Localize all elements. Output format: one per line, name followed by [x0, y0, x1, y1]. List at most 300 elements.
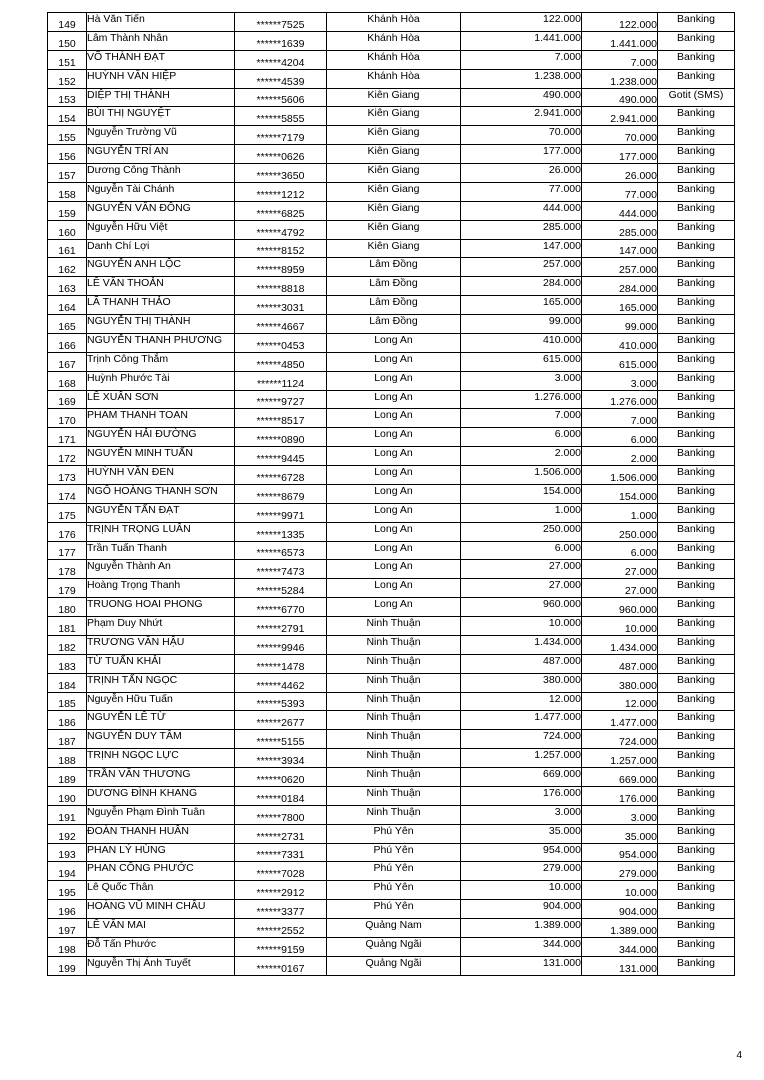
customer-name-cell: NGUYỄN DUY TÂM: [87, 730, 235, 749]
payment-channel-cell: Banking: [658, 315, 735, 334]
customer-name-cell: NGUYỄN TRÍ AN: [87, 145, 235, 164]
paid-amount-cell: 70.000: [582, 126, 658, 145]
customer-name-cell: LÊ XUÂN SƠN: [87, 390, 235, 409]
paid-amount-cell: 26.000: [582, 164, 658, 183]
amount-cell: 954.000: [461, 843, 582, 862]
province-cell: Ninh Thuận: [327, 673, 461, 692]
paid-amount-cell: 1.389.000: [582, 919, 658, 938]
customer-name-cell: DIỆP THỊ THÀNH: [87, 88, 235, 107]
paid-amount-cell: 1.276.000: [582, 390, 658, 409]
amount-cell: 26.000: [461, 164, 582, 183]
masked-account-cell: ******0453: [235, 333, 327, 352]
province-cell: Long An: [327, 579, 461, 598]
table-row: [48, 201, 735, 220]
province-cell: Long An: [327, 598, 461, 617]
masked-account-cell: ******5155: [235, 730, 327, 749]
payment-channel-cell: Banking: [658, 126, 735, 145]
paid-amount-cell: 285.000: [582, 220, 658, 239]
amount-cell: 1.441.000: [461, 31, 582, 50]
table-row: [48, 315, 735, 334]
customer-name-cell: VÕ THÀNH ĐẠT: [87, 50, 235, 69]
row-number-cell: 191: [48, 805, 87, 824]
masked-account-cell: ******0620: [235, 768, 327, 787]
row-number-cell: 182: [48, 635, 87, 654]
row-number-cell: 195: [48, 881, 87, 900]
amount-cell: 7.000: [461, 409, 582, 428]
masked-account-cell: ******3650: [235, 164, 327, 183]
province-cell: Long An: [327, 428, 461, 447]
masked-account-cell: ******5855: [235, 107, 327, 126]
row-number-cell: 177: [48, 541, 87, 560]
payment-channel-cell: Banking: [658, 277, 735, 296]
amount-cell: 3.000: [461, 805, 582, 824]
payment-channel-cell: Banking: [658, 522, 735, 541]
paid-amount-cell: 615.000: [582, 352, 658, 371]
payment-channel-cell: Banking: [658, 466, 735, 485]
table-row: [48, 956, 735, 975]
amount-cell: 380.000: [461, 673, 582, 692]
amount-cell: 99.000: [461, 315, 582, 334]
amount-cell: 1.000: [461, 503, 582, 522]
amount-cell: 27.000: [461, 579, 582, 598]
masked-account-cell: ******7525: [235, 13, 327, 32]
table-row: [48, 13, 735, 32]
paid-amount-cell: 279.000: [582, 862, 658, 881]
province-cell: Lâm Đồng: [327, 296, 461, 315]
customer-name-cell: NGUYỄN LÊ TỪ: [87, 711, 235, 730]
row-number-cell: 161: [48, 239, 87, 258]
customer-name-cell: TRUONG HOAI PHONG: [87, 598, 235, 617]
masked-account-cell: ******4462: [235, 673, 327, 692]
customer-name-cell: Dương Công Thành: [87, 164, 235, 183]
paid-amount-cell: 1.257.000: [582, 749, 658, 768]
amount-cell: 147.000: [461, 239, 582, 258]
province-cell: Lâm Đồng: [327, 258, 461, 277]
amount-cell: 35.000: [461, 824, 582, 843]
payment-channel-cell: Banking: [658, 484, 735, 503]
row-number-cell: 163: [48, 277, 87, 296]
row-number-cell: 156: [48, 145, 87, 164]
amount-cell: 6.000: [461, 428, 582, 447]
payment-channel-cell: Banking: [658, 937, 735, 956]
payment-channel-cell: Banking: [658, 881, 735, 900]
table-row: [48, 484, 735, 503]
masked-account-cell: ******3934: [235, 749, 327, 768]
table-row: [48, 277, 735, 296]
row-number-cell: 180: [48, 598, 87, 617]
paid-amount-cell: 490.000: [582, 88, 658, 107]
province-cell: Kiên Giang: [327, 182, 461, 201]
masked-account-cell: ******0184: [235, 786, 327, 805]
province-cell: Long An: [327, 390, 461, 409]
payment-channel-cell: Banking: [658, 503, 735, 522]
table-row: [48, 164, 735, 183]
amount-cell: 724.000: [461, 730, 582, 749]
table-row: [48, 239, 735, 258]
masked-account-cell: ******7800: [235, 805, 327, 824]
row-number-cell: 189: [48, 768, 87, 787]
amount-cell: 177.000: [461, 145, 582, 164]
amount-cell: 1.257.000: [461, 749, 582, 768]
customer-name-cell: LÊ VĂN THOẢN: [87, 277, 235, 296]
table-row: [48, 182, 735, 201]
payment-channel-cell: Banking: [658, 182, 735, 201]
customer-name-cell: Nguyễn Hữu Việt: [87, 220, 235, 239]
payment-channel-cell: Banking: [658, 805, 735, 824]
row-number-cell: 151: [48, 50, 87, 69]
province-cell: Long An: [327, 466, 461, 485]
table-row: [48, 711, 735, 730]
customer-name-cell: Hà Văn Tiến: [87, 13, 235, 32]
masked-account-cell: ******7179: [235, 126, 327, 145]
masked-account-cell: ******8959: [235, 258, 327, 277]
table-row: [48, 919, 735, 938]
province-cell: Phú Yên: [327, 900, 461, 919]
customer-name-cell: Hoàng Trọng Thanh: [87, 579, 235, 598]
table-row: [48, 145, 735, 164]
masked-account-cell: ******4667: [235, 315, 327, 334]
customer-name-cell: Nguyễn Tài Chánh: [87, 182, 235, 201]
row-number-cell: 181: [48, 617, 87, 636]
table-row: [48, 786, 735, 805]
row-number-cell: 162: [48, 258, 87, 277]
paid-amount-cell: 2.941.000: [582, 107, 658, 126]
paid-amount-cell: 724.000: [582, 730, 658, 749]
payment-channel-cell: Banking: [658, 239, 735, 258]
row-number-cell: 150: [48, 31, 87, 50]
paid-amount-cell: 177.000: [582, 145, 658, 164]
amount-cell: 1.238.000: [461, 69, 582, 88]
paid-amount-cell: 99.000: [582, 315, 658, 334]
masked-account-cell: ******3377: [235, 900, 327, 919]
row-number-cell: 185: [48, 692, 87, 711]
row-number-cell: 193: [48, 843, 87, 862]
customer-name-cell: PHAN LÝ HÙNG: [87, 843, 235, 862]
table-row: [48, 333, 735, 352]
table-row: [48, 673, 735, 692]
masked-account-cell: ******6770: [235, 598, 327, 617]
masked-account-cell: ******1639: [235, 31, 327, 50]
paid-amount-cell: 954.000: [582, 843, 658, 862]
amount-cell: 1.506.000: [461, 466, 582, 485]
amount-cell: 131.000: [461, 956, 582, 975]
province-cell: Long An: [327, 503, 461, 522]
paid-amount-cell: 6.000: [582, 541, 658, 560]
table-row: [48, 409, 735, 428]
paid-amount-cell: 165.000: [582, 296, 658, 315]
customer-name-cell: TRỊNH TẤN NGỌC: [87, 673, 235, 692]
customer-name-cell: Lâm Thành Nhân: [87, 31, 235, 50]
paid-amount-cell: 1.441.000: [582, 31, 658, 50]
masked-account-cell: ******2912: [235, 881, 327, 900]
table-row: [48, 937, 735, 956]
table-row: [48, 654, 735, 673]
payment-channel-cell: Banking: [658, 447, 735, 466]
amount-cell: 12.000: [461, 692, 582, 711]
payment-channel-cell: Banking: [658, 919, 735, 938]
amount-cell: 10.000: [461, 617, 582, 636]
province-cell: Ninh Thuận: [327, 768, 461, 787]
masked-account-cell: ******1212: [235, 182, 327, 201]
amount-cell: 344.000: [461, 937, 582, 956]
province-cell: Long An: [327, 409, 461, 428]
row-number-cell: 152: [48, 69, 87, 88]
masked-account-cell: ******2731: [235, 824, 327, 843]
row-number-cell: 160: [48, 220, 87, 239]
masked-account-cell: ******1478: [235, 654, 327, 673]
amount-cell: 960.000: [461, 598, 582, 617]
table-row: [48, 31, 735, 50]
amount-cell: 487.000: [461, 654, 582, 673]
province-cell: Ninh Thuận: [327, 749, 461, 768]
row-number-cell: 192: [48, 824, 87, 843]
masked-account-cell: ******4204: [235, 50, 327, 69]
province-cell: Kiên Giang: [327, 220, 461, 239]
row-number-cell: 196: [48, 900, 87, 919]
masked-account-cell: ******1335: [235, 522, 327, 541]
masked-account-cell: ******9727: [235, 390, 327, 409]
row-number-cell: 171: [48, 428, 87, 447]
amount-cell: 1.477.000: [461, 711, 582, 730]
table-row: [48, 390, 735, 409]
row-number-cell: 173: [48, 466, 87, 485]
province-cell: Kiên Giang: [327, 126, 461, 145]
payment-channel-cell: Banking: [658, 598, 735, 617]
paid-amount-cell: 3.000: [582, 371, 658, 390]
masked-account-cell: ******1124: [235, 371, 327, 390]
payment-channel-cell: Banking: [658, 711, 735, 730]
payment-channel-cell: Banking: [658, 579, 735, 598]
customer-name-cell: NGUYỄN TẤN ĐẠT: [87, 503, 235, 522]
table-row: [48, 635, 735, 654]
paid-amount-cell: 410.000: [582, 333, 658, 352]
table-row: [48, 126, 735, 145]
row-number-cell: 199: [48, 956, 87, 975]
paid-amount-cell: 380.000: [582, 673, 658, 692]
customer-name-cell: NGUYỄN MINH TUẤN: [87, 447, 235, 466]
payment-channel-cell: Banking: [658, 900, 735, 919]
amount-cell: 250.000: [461, 522, 582, 541]
table-row: [48, 579, 735, 598]
paid-amount-cell: 27.000: [582, 579, 658, 598]
amount-cell: 284.000: [461, 277, 582, 296]
amount-cell: 257.000: [461, 258, 582, 277]
paid-amount-cell: 444.000: [582, 201, 658, 220]
amount-cell: 122.000: [461, 13, 582, 32]
paid-amount-cell: 1.000: [582, 503, 658, 522]
customer-name-cell: PHAN CÔNG PHƯỚC: [87, 862, 235, 881]
province-cell: Ninh Thuận: [327, 711, 461, 730]
table-row: [48, 371, 735, 390]
row-number-cell: 187: [48, 730, 87, 749]
province-cell: Ninh Thuận: [327, 692, 461, 711]
customer-name-cell: TRỊNH TRỌNG LUÂN: [87, 522, 235, 541]
paid-amount-cell: 7.000: [582, 50, 658, 69]
row-number-cell: 166: [48, 333, 87, 352]
row-number-cell: 165: [48, 315, 87, 334]
masked-account-cell: ******7331: [235, 843, 327, 862]
province-cell: Long An: [327, 333, 461, 352]
table-row: [48, 862, 735, 881]
paid-amount-cell: 669.000: [582, 768, 658, 787]
row-number-cell: 170: [48, 409, 87, 428]
masked-account-cell: ******9159: [235, 937, 327, 956]
amount-cell: 176.000: [461, 786, 582, 805]
province-cell: Ninh Thuận: [327, 730, 461, 749]
table-row: [48, 730, 735, 749]
table-row: [48, 220, 735, 239]
amount-cell: 285.000: [461, 220, 582, 239]
payment-channel-cell: Banking: [658, 654, 735, 673]
province-cell: Kiên Giang: [327, 145, 461, 164]
payment-channel-cell: Banking: [658, 428, 735, 447]
customer-name-cell: Đỗ Tấn Phước: [87, 937, 235, 956]
customer-name-cell: LÊ VĂN MAI: [87, 919, 235, 938]
masked-account-cell: ******6728: [235, 466, 327, 485]
paid-amount-cell: 6.000: [582, 428, 658, 447]
refund-table-body: [48, 13, 735, 976]
payment-channel-cell: Banking: [658, 164, 735, 183]
refund-table: [47, 12, 735, 976]
row-number-cell: 172: [48, 447, 87, 466]
province-cell: Ninh Thuận: [327, 617, 461, 636]
paid-amount-cell: 284.000: [582, 277, 658, 296]
masked-account-cell: ******0626: [235, 145, 327, 164]
payment-channel-cell: Banking: [658, 560, 735, 579]
amount-cell: 615.000: [461, 352, 582, 371]
table-row: [48, 503, 735, 522]
paid-amount-cell: 7.000: [582, 409, 658, 428]
customer-name-cell: TRỊNH NGỌC LỰC: [87, 749, 235, 768]
paid-amount-cell: 131.000: [582, 956, 658, 975]
province-cell: Kiên Giang: [327, 107, 461, 126]
payment-channel-cell: Gotit (SMS): [658, 88, 735, 107]
masked-account-cell: ******2552: [235, 919, 327, 938]
paid-amount-cell: 12.000: [582, 692, 658, 711]
row-number-cell: 175: [48, 503, 87, 522]
table-row: [48, 541, 735, 560]
province-cell: Ninh Thuận: [327, 654, 461, 673]
payment-channel-cell: Banking: [658, 824, 735, 843]
row-number-cell: 178: [48, 560, 87, 579]
amount-cell: 444.000: [461, 201, 582, 220]
table-row: [48, 881, 735, 900]
table-row: [48, 258, 735, 277]
amount-cell: 2.000: [461, 447, 582, 466]
payment-channel-cell: Banking: [658, 220, 735, 239]
payment-channel-cell: Banking: [658, 69, 735, 88]
amount-cell: 7.000: [461, 50, 582, 69]
table-row: [48, 428, 735, 447]
customer-name-cell: NGUYỄN THANH PHƯƠNG: [87, 333, 235, 352]
masked-account-cell: ******7028: [235, 862, 327, 881]
amount-cell: 1.389.000: [461, 919, 582, 938]
province-cell: Lâm Đồng: [327, 315, 461, 334]
payment-channel-cell: Banking: [658, 371, 735, 390]
masked-account-cell: ******3031: [235, 296, 327, 315]
table-row: [48, 843, 735, 862]
paid-amount-cell: 77.000: [582, 182, 658, 201]
amount-cell: 410.000: [461, 333, 582, 352]
province-cell: Kiên Giang: [327, 164, 461, 183]
row-number-cell: 149: [48, 13, 87, 32]
payment-channel-cell: Banking: [658, 617, 735, 636]
province-cell: Phú Yên: [327, 824, 461, 843]
masked-account-cell: ******8517: [235, 409, 327, 428]
customer-name-cell: NGUYỄN VĂN ĐÔNG: [87, 201, 235, 220]
paid-amount-cell: 2.000: [582, 447, 658, 466]
province-cell: Quảng Ngãi: [327, 956, 461, 975]
masked-account-cell: ******5606: [235, 88, 327, 107]
table-row: [48, 560, 735, 579]
table-row: [48, 296, 735, 315]
province-cell: Long An: [327, 484, 461, 503]
customer-name-cell: HOÀNG VŨ MINH CHÂU: [87, 900, 235, 919]
masked-account-cell: ******9445: [235, 447, 327, 466]
masked-account-cell: ******8152: [235, 239, 327, 258]
province-cell: Lâm Đồng: [327, 277, 461, 296]
province-cell: Khánh Hòa: [327, 50, 461, 69]
amount-cell: 10.000: [461, 881, 582, 900]
row-number-cell: 194: [48, 862, 87, 881]
payment-channel-cell: Banking: [658, 333, 735, 352]
amount-cell: 3.000: [461, 371, 582, 390]
payment-channel-cell: Banking: [658, 673, 735, 692]
page-number: 4: [736, 1050, 742, 1061]
paid-amount-cell: 35.000: [582, 824, 658, 843]
customer-name-cell: Nguyễn Trường Vũ: [87, 126, 235, 145]
province-cell: Long An: [327, 352, 461, 371]
table-row: [48, 466, 735, 485]
paid-amount-cell: 1.477.000: [582, 711, 658, 730]
province-cell: Ninh Thuận: [327, 635, 461, 654]
row-number-cell: 198: [48, 937, 87, 956]
province-cell: Kiên Giang: [327, 201, 461, 220]
table-row: [48, 692, 735, 711]
row-number-cell: 183: [48, 654, 87, 673]
amount-cell: 6.000: [461, 541, 582, 560]
customer-name-cell: LÃ THANH THẢO: [87, 296, 235, 315]
province-cell: Quảng Ngãi: [327, 937, 461, 956]
paid-amount-cell: 10.000: [582, 881, 658, 900]
province-cell: Phú Yên: [327, 881, 461, 900]
customer-name-cell: Nguyễn Phạm Đình Tuân: [87, 805, 235, 824]
payment-channel-cell: Banking: [658, 541, 735, 560]
masked-account-cell: ******2677: [235, 711, 327, 730]
masked-account-cell: ******4850: [235, 352, 327, 371]
row-number-cell: 157: [48, 164, 87, 183]
province-cell: Long An: [327, 447, 461, 466]
masked-account-cell: ******4539: [235, 69, 327, 88]
payment-channel-cell: Banking: [658, 409, 735, 428]
customer-name-cell: Danh Chí Lợi: [87, 239, 235, 258]
province-cell: Long An: [327, 560, 461, 579]
payment-channel-cell: Banking: [658, 956, 735, 975]
paid-amount-cell: 960.000: [582, 598, 658, 617]
row-number-cell: 169: [48, 390, 87, 409]
payment-channel-cell: Banking: [658, 201, 735, 220]
masked-account-cell: ******9971: [235, 503, 327, 522]
row-number-cell: 197: [48, 919, 87, 938]
row-number-cell: 154: [48, 107, 87, 126]
row-number-cell: 190: [48, 786, 87, 805]
table-row: [48, 69, 735, 88]
customer-name-cell: NGUYỄN HẢI ĐƯỜNG: [87, 428, 235, 447]
payment-channel-cell: Banking: [658, 13, 735, 32]
customer-name-cell: Trịnh Công Thắm: [87, 352, 235, 371]
masked-account-cell: ******5284: [235, 579, 327, 598]
payment-channel-cell: Banking: [658, 50, 735, 69]
